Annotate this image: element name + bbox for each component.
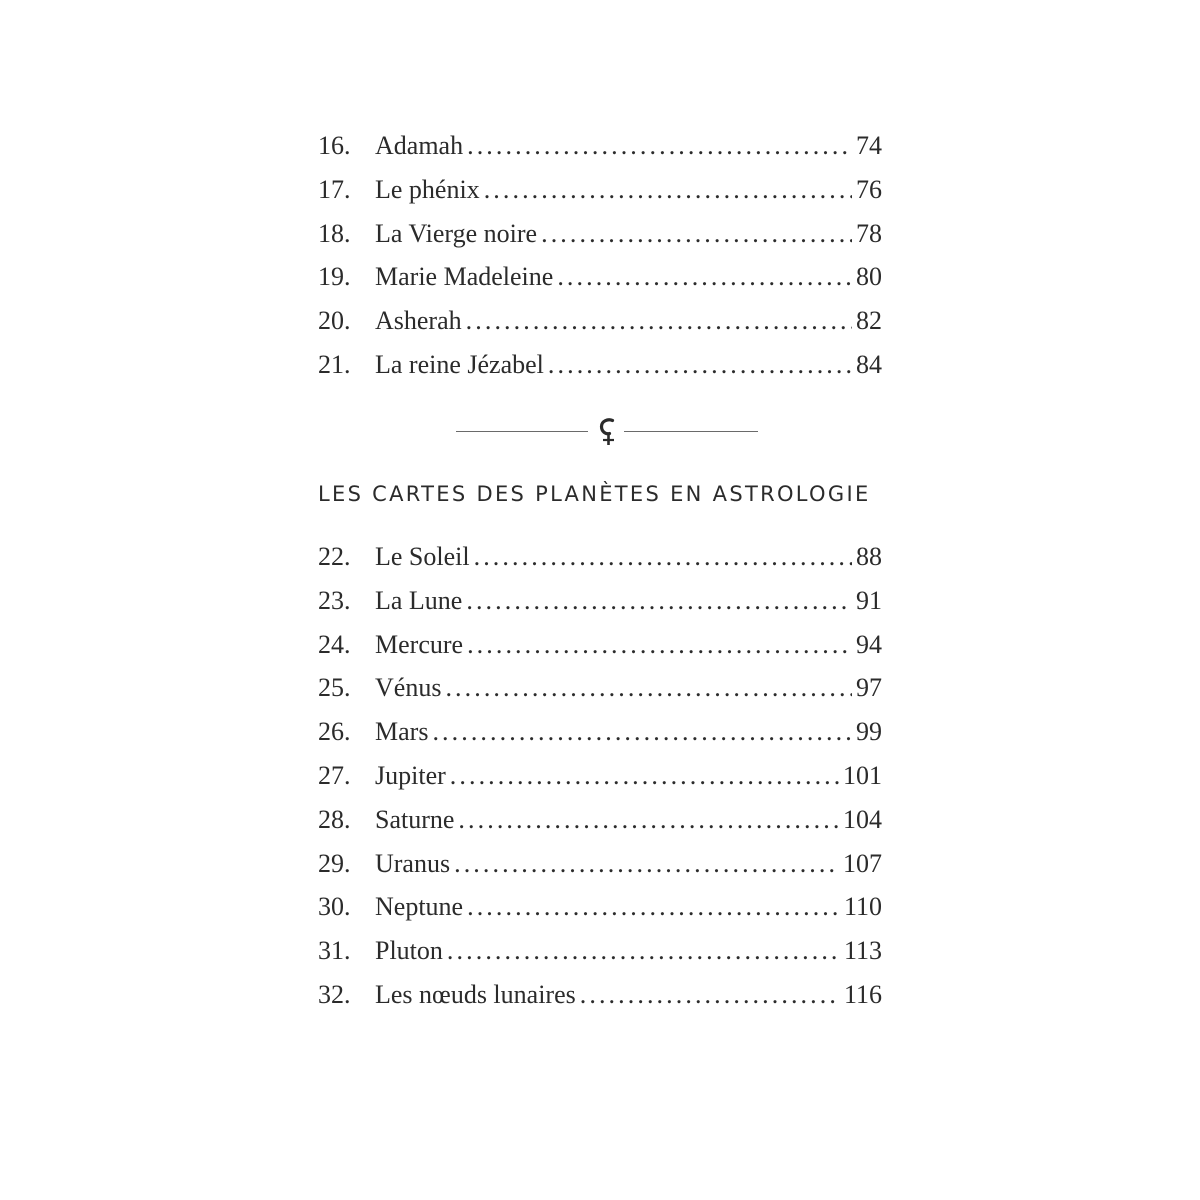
dot-leader [557,255,852,299]
toc-entry[interactable] [318,666,882,710]
toc-entry-title: Asherah [375,306,462,336]
dot-leader [484,168,852,212]
toc-entry-number: 32. [318,979,351,1009]
toc-entry-number: 19. [318,262,351,292]
toc-entry-page: 97 [856,673,882,703]
toc-entry-title: Marie Madeleine [375,262,554,292]
toc-list-part-one [318,124,882,387]
toc-entry-title: Uranus [375,848,451,878]
toc-entry[interactable] [318,343,882,387]
toc-entry[interactable] [318,842,882,886]
toc-entry[interactable] [318,299,882,343]
toc-entry-number: 18. [318,218,351,248]
toc-entry-number: 26. [318,717,351,747]
toc-entry-number: 31. [318,936,351,966]
toc-entry[interactable] [318,710,882,754]
toc-entry-title: Vénus [375,673,442,703]
dot-leader [548,343,852,387]
toc-entry-title: Les nœuds lunaires [375,979,576,1009]
toc-entry[interactable] [318,255,882,299]
toc-entry-page: 104 [843,804,882,834]
toc-entry-page: 80 [856,262,882,292]
toc-entry-title: Saturne [375,804,455,834]
toc-entry-page: 116 [843,979,882,1009]
toc-entry-page: 94 [856,629,882,659]
toc-entry-title: Jupiter [375,760,446,790]
toc-entry-title: La Lune [375,585,463,615]
toc-entry-page: 91 [856,585,882,615]
toc-entry-number: 20. [318,306,351,336]
toc-entry[interactable] [318,973,882,1017]
dot-leader [445,666,852,710]
toc-entry[interactable] [318,623,882,667]
toc-entry-title: Le phénix [375,174,480,204]
toc-entry-number: 28. [318,804,351,834]
toc-entry-page: 88 [856,542,882,571]
toc-entry-number: 16. [318,131,351,160]
dot-leader [454,842,839,886]
toc-entry-number: 24. [318,629,351,659]
toc-entry-number: 22. [318,542,351,571]
toc-entry-page: 74 [856,131,882,160]
toc-entry[interactable] [318,929,882,973]
venus-symbol-icon [594,412,620,452]
dot-leader [541,212,852,256]
section-divider [456,412,758,452]
toc-entry-number: 30. [318,892,351,922]
toc-entry-title: Le Soleil [375,542,470,571]
toc-entry[interactable] [318,579,882,623]
toc-entry-page: 82 [856,306,882,336]
divider-rule-left [456,431,588,432]
toc-entry[interactable] [318,798,882,842]
toc-entry-page: 113 [843,936,882,966]
dot-leader [432,710,852,754]
toc-entry-title: La Vierge noire [375,218,538,248]
dot-leader [450,754,839,798]
dot-leader [466,579,852,623]
toc-entry-page: 110 [843,892,882,922]
divider-rule-right [624,431,758,432]
toc-entry-number: 21. [318,349,351,379]
dot-leader [580,973,840,1017]
dot-leader [474,535,852,579]
toc-entry-title: Mars [375,717,429,747]
dot-leader [458,798,839,842]
toc-entry-page: 76 [856,174,882,204]
toc-entry-number: 23. [318,585,351,615]
toc-entry-page: 107 [843,848,882,878]
dot-leader [447,929,840,973]
toc-entry-page: 78 [856,218,882,248]
toc-entry-title: Neptune [375,892,464,922]
toc-entry-page: 99 [856,717,882,747]
toc-entry-number: 29. [318,848,351,878]
dot-leader [467,124,852,168]
toc-entry-title: Adamah [375,131,464,160]
toc-entry[interactable] [318,168,882,212]
toc-entry-title: Mercure [375,629,464,659]
toc-entry-page: 84 [856,349,882,379]
dot-leader [467,885,840,929]
toc-entry[interactable] [318,212,882,256]
toc-entry[interactable] [318,885,882,929]
dot-leader [466,299,852,343]
section-heading: LES CARTES DES PLANÈTES EN ASTROLOGIE [318,482,871,506]
toc-entry[interactable] [318,535,882,579]
toc-entry[interactable] [318,124,882,168]
toc-entry-number: 25. [318,673,351,703]
toc-entry-title: La reine Jézabel [375,349,544,379]
toc-entry-page: 101 [843,760,882,790]
toc-entry-number: 27. [318,760,351,790]
toc-entry-title: Pluton [375,936,443,966]
toc-entry[interactable] [318,754,882,798]
toc-list-part-two [318,535,882,1017]
dot-leader [467,623,852,667]
toc-entry-number: 17. [318,174,351,204]
